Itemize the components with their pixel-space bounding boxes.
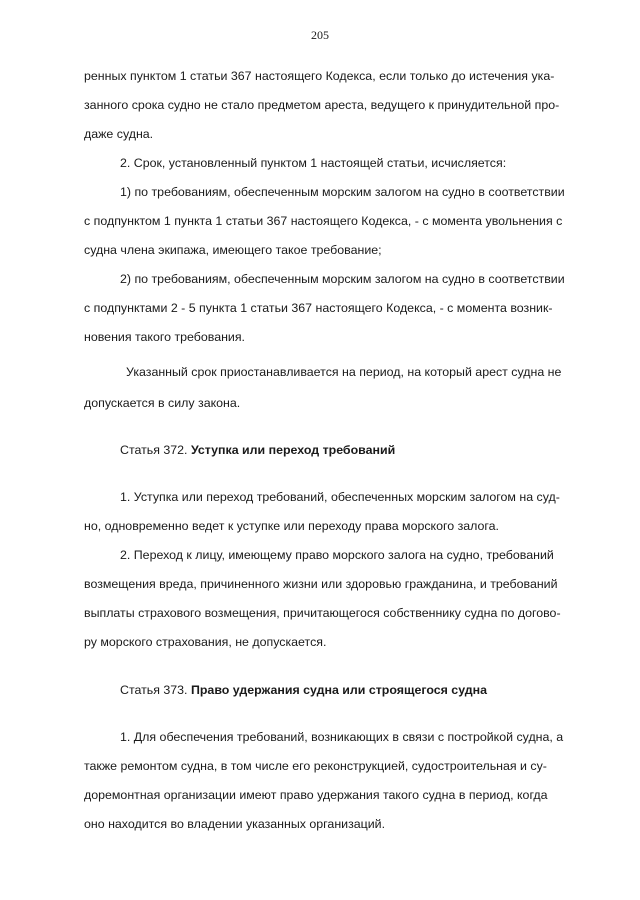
text-line: но, одновременно ведет к уступке или переходу права морского залога. (84, 519, 499, 533)
text-line: 2) по требованиям, обеспеченным морским залогом на судно в соответствии (120, 272, 565, 286)
text-line: 1) по требованиям, обеспеченным морским залогом на судно в соответствии (120, 185, 565, 199)
text-line: ренных пунктом 1 статьи 367 настоящего Кодекса, если только до истечения ука- (84, 69, 555, 83)
text-line: возмещения вреда, причиненного жизни или здоровью гражданина, и требований (84, 577, 558, 591)
article-372-title: Уступка или переход требований (190, 443, 396, 457)
text-line: 2. Срок, установленный пунктом 1 настоящей статьи, исчисляется: (120, 156, 507, 170)
text-line: 1. Для обеспечения требований, возникающих в связи с постройкой судна, а (120, 730, 564, 744)
article-372-heading (120, 443, 395, 457)
text-line: судна члена экипажа, имеющего такое требование; (84, 243, 382, 257)
text-line: доремонтная организации имеют право удержания такого судна в период, когда (84, 788, 548, 802)
text-line: новения такого требования. (84, 330, 245, 344)
text-line: Указанный срок приостанавливается на период, на который арест судна не (126, 365, 562, 379)
article-372-prefix: Статья 372. (120, 443, 191, 457)
text-line: с подпунктами 2 - 5 пункта 1 статьи 367 настоящего Кодекса, - с момента возник- (84, 301, 553, 315)
text-line: оно находится во владении указанных организаций. (84, 817, 386, 831)
text-line: ру морского страхования, не допускается. (84, 635, 327, 649)
text-line: 1. Уступка или переход требований, обеспеченных морским залогом на суд- (120, 490, 560, 504)
text-line: также ремонтом судна, в том числе его реконструкцией, судостроительная и су- (84, 759, 547, 773)
text-line: допускается в силу закона. (84, 396, 241, 410)
article-373-heading (120, 683, 487, 697)
page-number: 205 (311, 28, 329, 42)
article-373-title: Право удержания судна или строящегося судна (190, 683, 488, 697)
text-line: 2. Переход к лицу, имеющему право морского залога на судно, требований (120, 548, 554, 562)
text-line: выплаты страхового возмещения, причитающегося собственнику судна по догово- (84, 606, 561, 620)
text-line: даже судна. (84, 127, 154, 141)
text-line: с подпунктом 1 пункта 1 статьи 367 настоящего Кодекса, - с момента увольнения с (84, 214, 563, 228)
article-373-prefix: Статья 373. (120, 683, 191, 697)
text-line: занного срока судно не стало предметом ареста, ведущего к принудительной про- (84, 98, 560, 112)
